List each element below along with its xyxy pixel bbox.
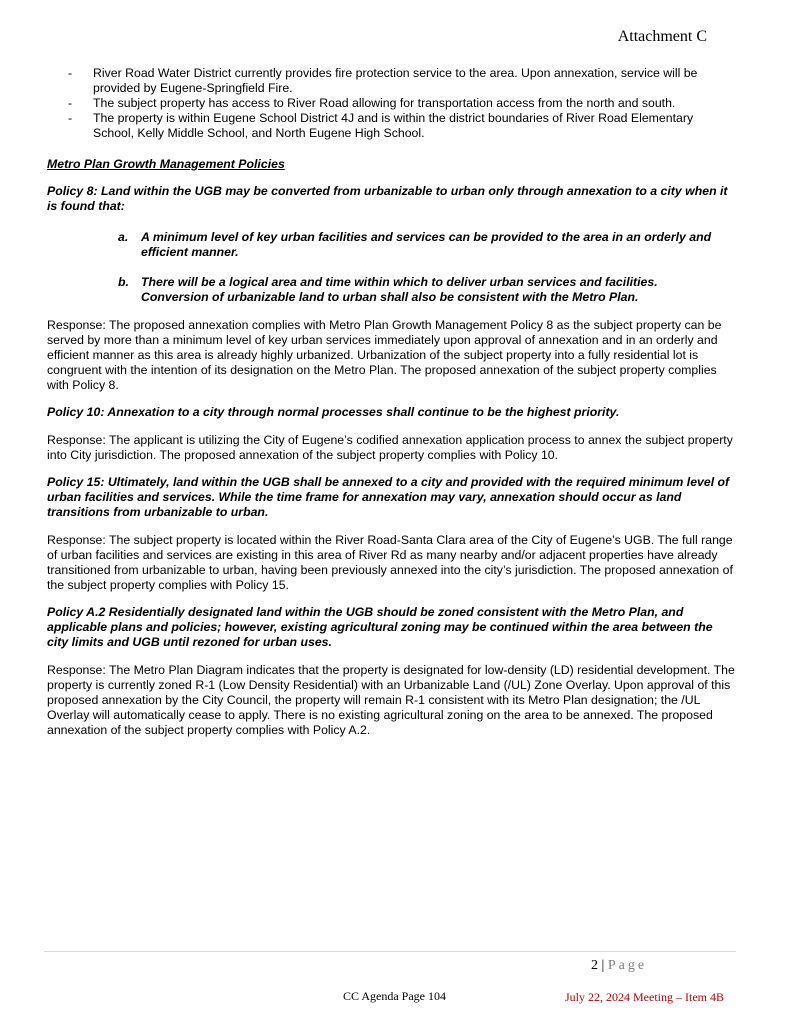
policy-8-text: Policy 8: Land within the UGB may be converted from urbanizable to urban only through annexation to a city when it is found that:	[47, 184, 728, 213]
criteria-marker: a.	[118, 230, 129, 244]
dash-bullet-icon: -	[68, 66, 73, 80]
list-item	[65, 66, 737, 96]
footer-divider	[44, 951, 736, 952]
bullet-text: The property is within Eugene School District 4J and is within the district boundaries of River Road Elementary School, Kelly Middle School, and North Eugene High School.	[93, 111, 694, 140]
policy-10-text: Policy 10: Annexation to a city through normal processes shall continue to be the highest priority.	[47, 405, 620, 419]
policy-10-response: Response: The applicant is utilizing the City of Eugene’s codified annexation application process to annex the subject property into City jurisdiction. The proposed annexation of the subject property complies with Policy 10.	[47, 433, 733, 462]
page-label: Page	[607, 958, 648, 973]
policy-8-criteria	[47, 230, 737, 305]
section-title: Metro Plan Growth Management Policies	[47, 157, 285, 171]
meeting-label: July 22, 2024 Meeting – Item 4B	[565, 990, 724, 1004]
attachment-label: Attachment C	[617, 28, 707, 45]
agenda-page-label: CC Agenda Page 104	[343, 989, 446, 1003]
policy-15-response: Response: The subject property is located within the River Road-Santa Clara area of the City of Eugene’s UGB. The full range of urban facilities and services are existing in this area of River Rd as many nearby and/or adjacent properties have already transitioned from urbanizable to urban, having been previously annexed into the city’s jurisdiction. The proposed annexation of the subject property complies with Policy 15.	[47, 533, 733, 592]
document-body	[47, 66, 737, 738]
list-item	[65, 96, 737, 111]
policy-8-response: Response: The proposed annexation complies with Metro Plan Growth Management Policy 8 as the subject property can be served by more than a minimum level of key urban services immediately upon approval of annexation and in an orderly and efficient manner as this area is already highly urbanized. Urbanization of the subject property into a fully residential lot is congruent with the intention of its designation on the Metro Plan. The proposed annexation of the subject property complies with Policy 8.	[47, 318, 722, 392]
service-bullet-list	[65, 66, 737, 141]
policy-a2-text: Policy A.2 Residentially designated land within the UGB should be zoned consistent with the Metro Plan, and applicable plans and policies; however, existing agricultural zoning may be continued within the area between the city limits and UGB until rezoned for urban uses.	[47, 605, 713, 649]
page-number-value: 2	[591, 958, 598, 973]
criteria-marker: b.	[118, 275, 129, 289]
dash-bullet-icon: -	[68, 111, 73, 125]
criteria-text: There will be a logical area and time within which to deliver urban services and facilities. Conversion of urbanizable land to urban shall also be consistent with the Metro Plan.	[141, 275, 658, 304]
policy-15-text: Policy 15: Ultimately, land within the UGB shall be annexed to a city and provided with the required minimum level of urban facilities and services. While the time frame for annexation may vary, annexation should occur as land transitions from urbanizable to urban.	[47, 475, 730, 519]
policy-a2-response: Response: The Metro Plan Diagram indicates that the property is designated for low-density (LD) residential development. The property is currently zoned R-1 (Low Density Residential) with an Urbanizable Land (/UL) Zone Overlay. Upon approval of this proposed annexation by the City Council, the property will remain R-1 consistent with its Metro Plan designation; the /UL Overlay will automatically cease to apply. There is no existing agricultural zoning on the area to be annexed. The proposed annexation of the subject property complies with Policy A.2.	[47, 663, 735, 737]
list-item	[47, 230, 737, 260]
list-item	[47, 275, 737, 305]
bullet-text: The subject property has access to River Road allowing for transportation access from the north and south.	[93, 96, 676, 110]
dash-bullet-icon: -	[68, 96, 73, 110]
criteria-text: A minimum level of key urban facilities and services can be provided to the area in an orderly and efficient manner.	[141, 230, 712, 259]
page-separator: |	[601, 958, 605, 973]
list-item	[65, 111, 737, 141]
bullet-text: River Road Water District currently provides fire protection service to the area. Upon annexation, service will be provided by Eugene-Springfield Fire.	[93, 66, 698, 95]
page-number	[591, 958, 647, 974]
